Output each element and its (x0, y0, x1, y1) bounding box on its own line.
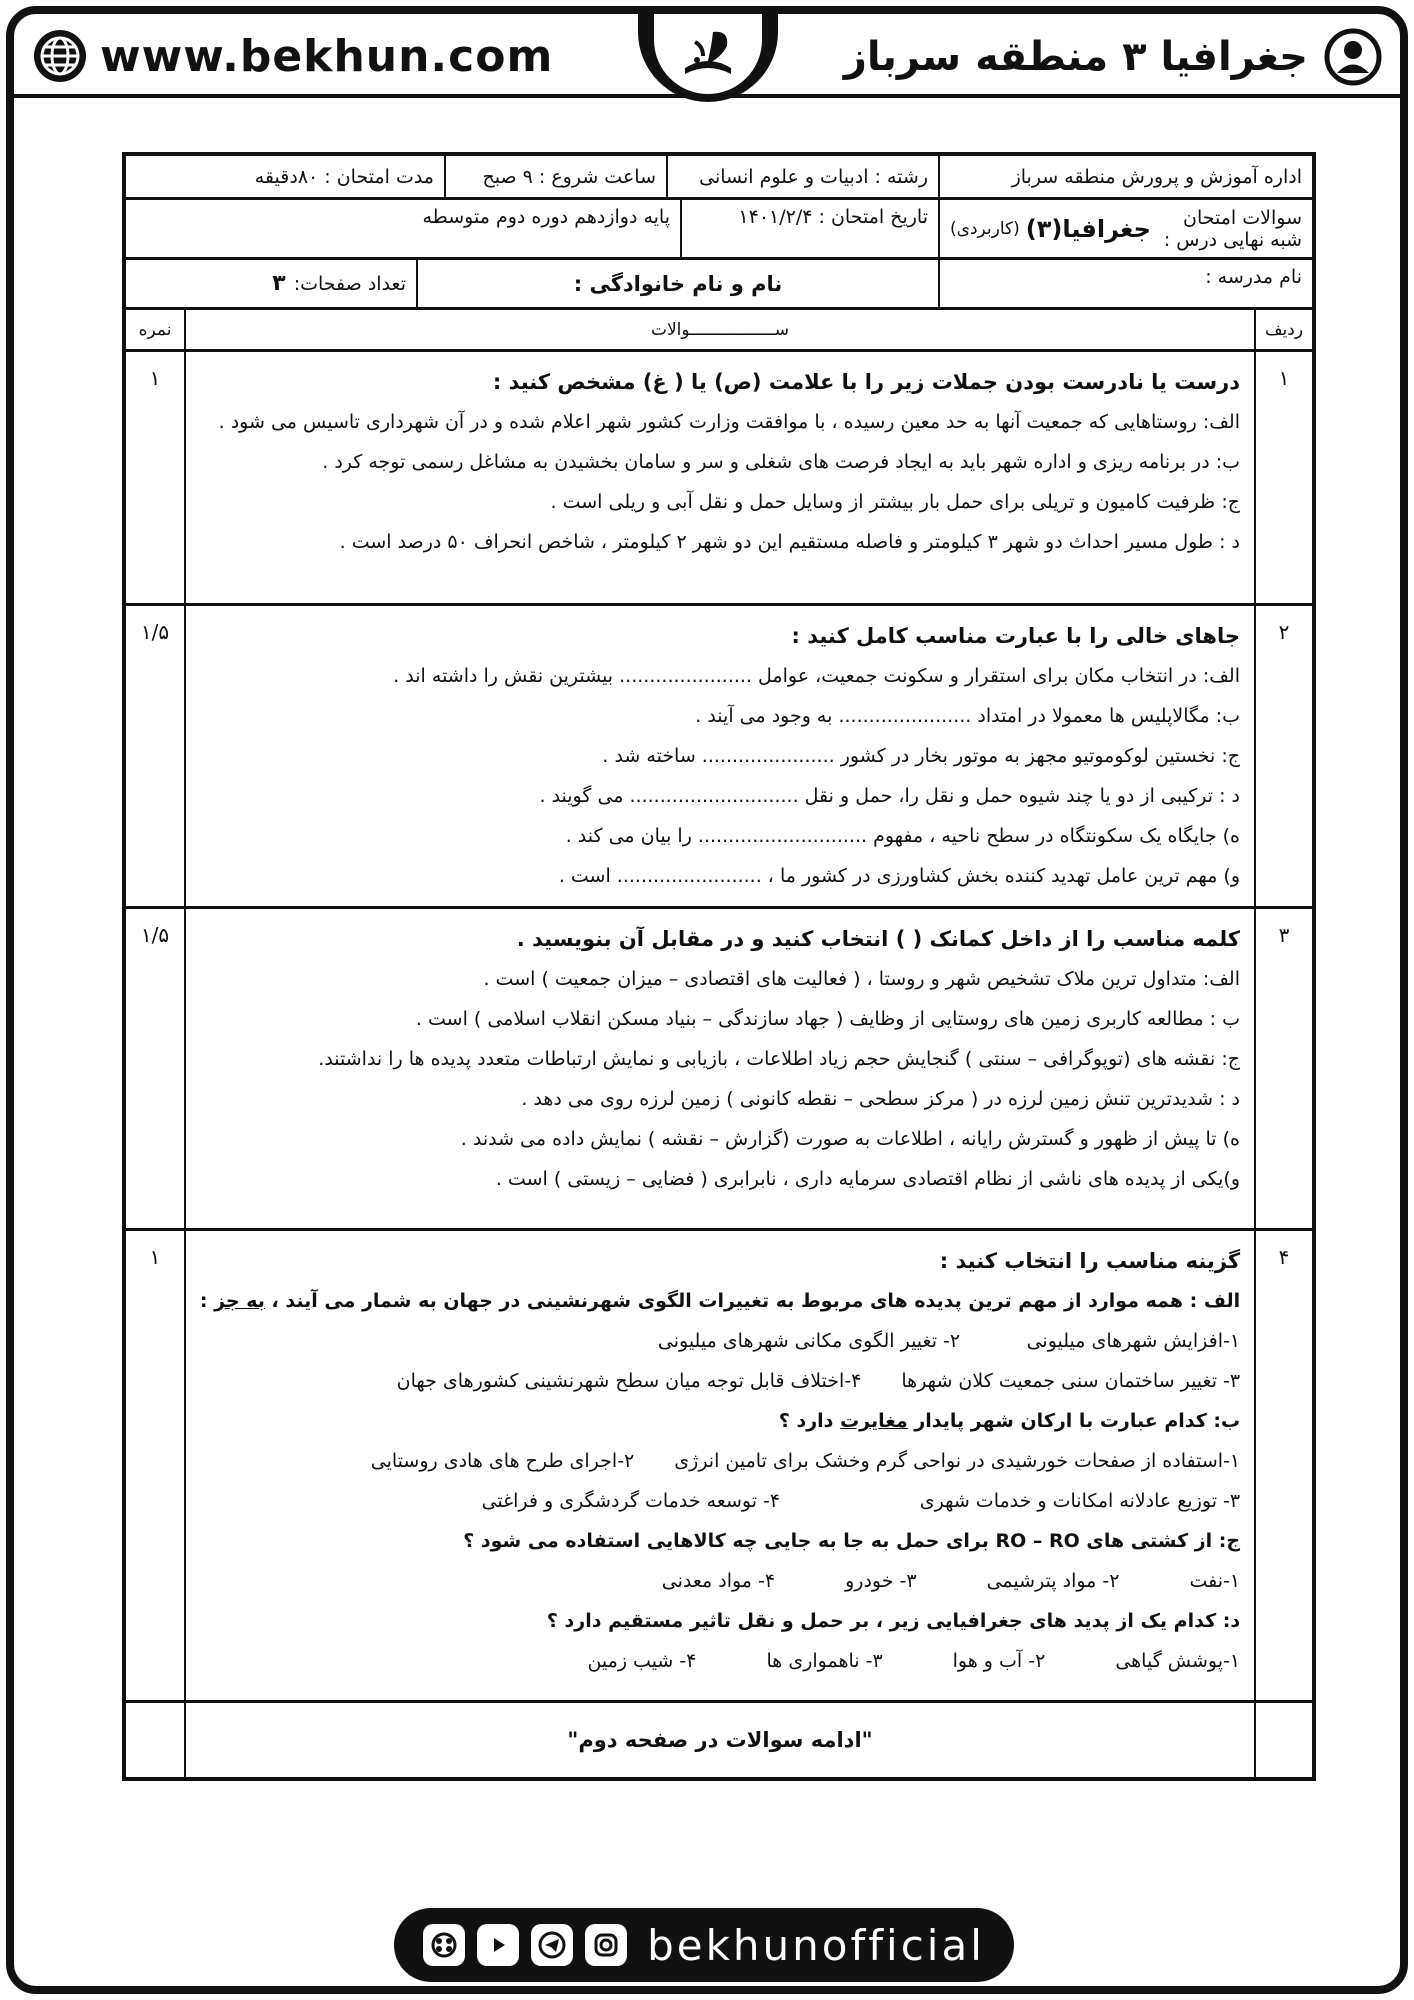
option[interactable]: ۱-افزایش شهرهای میلیونی (1026, 1330, 1241, 1352)
pages-label: تعداد صفحات: (293, 272, 406, 295)
question-body (184, 606, 1254, 906)
social-handle: bekhunofficial (647, 1920, 985, 1970)
duration: مدت امتحان : ۸۰دقیقه (254, 165, 434, 188)
question-line: و)یکی از پدیده های ناشی از نظام اقتصادی سرمایه داری ، نابرابری ( فضایی – زیستی ) است . (495, 1168, 1240, 1190)
empty-cell (126, 1703, 184, 1777)
header-bar (14, 14, 1400, 98)
question-row (126, 909, 1312, 1231)
stem-text: الف : همه موارد از مهم ترین پدیده های مربوط به تغییرات الگوی شهرنشینی در جهان به شمار می آیند ، (271, 1290, 1241, 1312)
question-line: الف: در انتخاب مکان برای استقرار و سکونت جمعیت، عوامل ...................... بیشترین نقش را داشته اند . (393, 665, 1240, 687)
question-body (184, 1231, 1254, 1700)
question-stem: د: کدام یک از پدید های جغرافیایی زیر ، بر حمل و نقل تاثیر مستقیم دارد ؟ (546, 1610, 1241, 1632)
info-row-2 (126, 200, 1312, 260)
question-stem (200, 1401, 1240, 1441)
question-line: ه) تا پیش از ظهور و گسترش رایانه ، اطلاعات به صورت (گزارش – نقشه ) نمایش داده می شدند . (460, 1128, 1240, 1150)
subject-prefix: سوالات امتحان شبه نهایی درس : (1163, 206, 1302, 251)
question-line: د : ترکیبی از دو یا چند شیوه حمل و نقل را، حمل و نقل ............................ می گویند . (539, 785, 1240, 807)
option[interactable]: ۲- تغییر الگوی مکانی شهرهای میلیونی (657, 1330, 961, 1352)
start-time: ساعت شروع : ۹ صبح (444, 156, 666, 197)
option[interactable]: ۴- شیب زمین (587, 1650, 697, 1672)
question-line: ج: نخستین لوکوموتیو مجهز به موتور بخار در کشور ...................... ساخته شد . (602, 745, 1240, 767)
question-number: ۱ (1254, 352, 1312, 603)
option[interactable]: ۲- مواد پترشیمی (986, 1570, 1120, 1592)
question-line: ج: ظرفیت کامیون و تریلی برای حمل بار بیشتر از وسایل حمل و نقل آبی و ریلی است . (550, 491, 1240, 513)
stem-underline: مغایرت (840, 1410, 908, 1432)
option-row (200, 1361, 1240, 1401)
col-questions-header: ســـــــــــــــــوالات (184, 310, 1254, 349)
question-line: الف: متداول ترین ملاک تشخیص شهر و روستا ، ( فعالیت های اقتصادی – میزان جمعیت ) است . (483, 968, 1240, 990)
subject-cell (938, 200, 1312, 257)
question-line: ب: مگالاپلیس ها معمولا در امتداد ...................... به وجود می آیند . (695, 705, 1240, 727)
exam-date: تاریخ امتحان : ۱۴۰۱/۲/۴ (680, 200, 938, 257)
stem-end: دارد ؟ (778, 1410, 834, 1432)
option[interactable]: ۳- ناهمواری ها (766, 1650, 883, 1672)
question-title: گزینه مناسب را انتخاب کنید : (939, 1249, 1241, 1273)
logo (638, 6, 778, 102)
option-row (200, 1321, 1240, 1361)
option[interactable]: ۱-نفت (1189, 1570, 1241, 1592)
stem-underline: به جز (214, 1290, 265, 1312)
question-line: الف: روستاهایی که جمعیت آنها به حد معین رسیده ، با موافقت وزارت کشور شهر اعلام شده و در آن شهرداری تاسیس می شود . (218, 411, 1240, 433)
question-stem: ج: از کشتی های RO – RO برای حمل به جا به جایی چه کالاهایی استفاده می شود ؟ (463, 1530, 1241, 1552)
stem-text: ب: کدام عبارت با ارکان شهر پایدار (914, 1410, 1241, 1432)
option-row (200, 1561, 1240, 1601)
site-url: www.bekhun.com (100, 30, 554, 82)
option[interactable]: ۱-استفاده از صفحات خورشیدی در نواحی گرم وخشک برای تامین انرژی (674, 1450, 1241, 1472)
col-row-header: ردیف (1254, 310, 1312, 349)
question-body (184, 909, 1254, 1228)
continued-row (126, 1703, 1312, 1777)
school-label: نام مدرسه : (938, 260, 1312, 307)
question-line: و) مهم ترین عامل تهدید کننده بخش کشاورزی در کشور ما ، ........................ است . (558, 865, 1240, 887)
stem-end: : (199, 1290, 208, 1312)
option[interactable]: ۳- خودرو (845, 1570, 917, 1592)
option[interactable]: ۲-اجرای طرح های هادی روستایی (370, 1450, 635, 1472)
option[interactable]: ۴- توسعه خدمات گردشگری و فراغتی (481, 1490, 781, 1512)
question-number: ۲ (1254, 606, 1312, 906)
question-number: ۴ (1254, 1231, 1312, 1700)
question-score: ۱ (149, 366, 161, 390)
question-line: ب : مطالعه کاربری زمین های روستایی از وظایف ( جهاد سازندگی – بنیاد مسکن انقلاب اسلامی ) است . (415, 1008, 1240, 1030)
question-score: ۱/۵ (140, 923, 170, 947)
question-line: ب: در برنامه ریزی و اداره شهر باید به ایجاد فرصت های شغلی و سر و سامان بخشیدن به مشاغل رسمی توجه کرد . (322, 451, 1240, 473)
question-number: ۳ (1254, 909, 1312, 1228)
option-row (200, 1441, 1240, 1481)
feather-book-icon (673, 24, 743, 84)
info-row-1 (126, 156, 1312, 200)
option[interactable]: ۴- مواد معدنی (661, 1570, 776, 1592)
question-score: ۱ (149, 1245, 161, 1269)
exam-sheet (122, 152, 1316, 1781)
question-title: کلمه مناسب را از داخل کمانک ( ) انتخاب کنید و در مقابل آن بنویسید . (516, 927, 1240, 951)
option[interactable]: ۲- آب و هوا (952, 1650, 1046, 1672)
table-header-row (126, 310, 1312, 352)
user-icon (1324, 28, 1382, 86)
option[interactable]: ۳- تغییر ساختمان سنی جمعیت کلان شهرها (901, 1370, 1241, 1392)
social-footer[interactable] (394, 1908, 1014, 1982)
grade: پایه دوازدهم دوره دوم متوسطه (422, 206, 670, 228)
option-row (200, 1481, 1240, 1521)
student-name-label: نام و نام خانوادگی : (416, 260, 938, 307)
question-row (126, 606, 1312, 909)
header-title (844, 28, 1382, 86)
subject: جغرافیا(۳) (1025, 214, 1151, 243)
question-line: ه) جایگاه یک سکونتگاه در سطح ناحیه ، مفهوم ............................ را بیان می کند . (565, 825, 1240, 847)
aparat-icon[interactable] (423, 1924, 465, 1966)
question-line: د : طول مسیر احداث دو شهر ۳ کیلومتر و فاصله مستقیم این دو شهر ۲ کیلومتر ، شاخص انحراف ۵۰ درصد است . (339, 531, 1240, 553)
question-body (184, 352, 1254, 603)
question-stem (200, 1281, 1240, 1321)
question-line: ج: نقشه های (توپوگرافی – سنتی ) گنجایش حجم زیاد اطلاعات ، بازیابی و نمایش ارتباطات متعدد پدیده ها را نداشتند. (318, 1048, 1240, 1070)
field: رشته : ادبیات و علوم انسانی (666, 156, 938, 197)
option-row (200, 1641, 1240, 1681)
pages-cell (126, 260, 416, 307)
instagram-icon[interactable] (585, 1924, 627, 1966)
question-row (126, 352, 1312, 606)
department: اداره آموزش و پرورش منطقه سرباز (938, 156, 1312, 197)
question-row (126, 1231, 1312, 1703)
continued-note: "ادامه سوالات در صفحه دوم" (184, 1703, 1254, 1777)
telegram-icon[interactable] (531, 1924, 573, 1966)
question-title: جاهای خالی را با عبارت مناسب کامل کنید : (791, 624, 1240, 648)
info-row-3 (126, 260, 1312, 310)
option[interactable]: ۳- توزیع عادلانه امکانات و خدمات شهری (919, 1490, 1241, 1512)
header-title-text: جغرافیا ۳ منطقه سرباز (843, 34, 1308, 80)
question-score: ۱/۵ (140, 620, 170, 644)
option[interactable]: ۴-اختلاف قابل توجه میان سطح شهرنشینی کشورهای جهان (396, 1370, 862, 1392)
question-line: د : شدیدترین تنش زمین لرزه در ( مرکز سطحی – نقطه کانونی ) زمین لرزه روی می دهد . (521, 1088, 1240, 1110)
globe-icon (32, 28, 88, 84)
youtube-icon[interactable] (477, 1924, 519, 1966)
col-score-header: نمره (138, 319, 172, 340)
question-title: درست یا نادرست بودن جملات زیر را با علامت (ص) یا ( غ) مشخص کنید : (492, 370, 1240, 394)
subject-suffix: (کاربردی) (950, 218, 1020, 239)
site-link[interactable] (32, 28, 553, 84)
pages-value: ۳ (272, 271, 286, 296)
empty-cell (1254, 1703, 1312, 1777)
option[interactable]: ۱-پوشش گیاهی (1115, 1650, 1241, 1672)
